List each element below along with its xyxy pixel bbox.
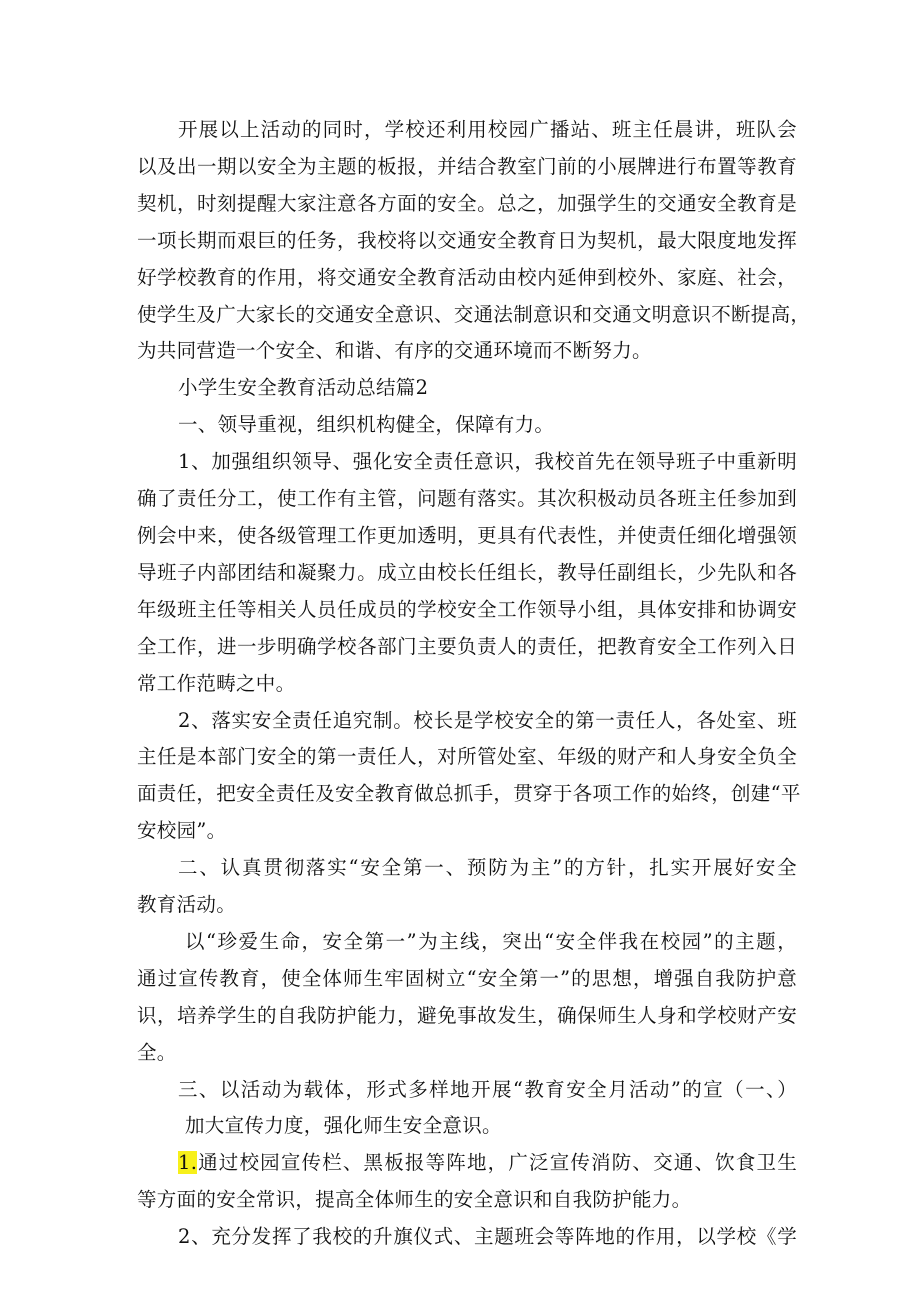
text-line: 等方面的安全常识，提高全体师生的安全意识和自我防护能力。 <box>137 1188 692 1212</box>
heading-two <box>137 850 797 924</box>
heading-three <box>137 1072 797 1146</box>
text-line: 使学生及广大家长的交通安全意识、交通法制意识和交通文明意识不断提高， <box>137 302 811 326</box>
text-line: 2、充分发挥了我校的升旗仪式、主题班会等阵地的作用，以学校《学 <box>178 1225 797 1249</box>
paragraph-theme <box>137 924 797 1072</box>
text-line <box>137 1145 797 1182</box>
text-line: 教育活动。 <box>137 893 237 917</box>
document-body <box>137 112 811 1256</box>
text-line: 主任是本部门安全的第一责任人，对所管处室、年级的财产和人身安全负全 <box>137 745 797 769</box>
text-line: 契机，时刻提醒大家注意各方面的安全。总之，加强学生的交通安全教育是 <box>137 191 797 215</box>
text-line: 安校园”。 <box>137 819 227 843</box>
text-line: 三、以活动为载体，形式多样地开展“教育安全月活动”的宣（一、） <box>178 1077 797 1101</box>
text-line: 1、加强组织领导、强化安全责任意识，我校首先在领导班子中重新明 <box>178 450 797 474</box>
text-line: 二、认真贯彻落实“安全第一、预防为主”的方针，扎实开展好安全 <box>178 856 797 880</box>
text-line: 一项长期而艰巨的任务，我校将以交通安全教育日为契机，最大限度地发挥 <box>137 228 797 252</box>
text-line: 确了责任分工，使工作有主管，问题有落实。其次积极动员各班主任参加到 <box>137 487 797 511</box>
text-line: 以“珍爱生命，安全第一”为主线，突出“安全伴我在校园”的主题， <box>185 929 797 953</box>
paragraph-point-1 <box>137 1145 797 1219</box>
text-line: 面责任，把安全责任及安全教育做总抓手，贯穿于各项工作的始终，创建“平 <box>137 782 801 806</box>
text-line: 全。 <box>137 1040 177 1064</box>
text-line: 好学校教育的作用，将交通安全教育活动由校内延伸到校外、家庭、社会， <box>137 265 797 289</box>
text-line: 以及出一期以安全为主题的板报，并结合教室门前的小展牌进行布置等教育 <box>137 154 797 178</box>
highlighted-list-marker: 1. <box>178 1151 198 1175</box>
text-line-body: 通过校园宣传栏、黑板报等阵地，广泛宣传消防、交通、饮食卫生 <box>197 1151 797 1175</box>
text-line: 全工作，进一步明确学校各部门主要负责人的责任，把教育安全工作列入日 <box>137 634 797 658</box>
text-line: 加大宣传力度，强化师生安全意识。 <box>185 1114 502 1138</box>
paragraph-item-1 <box>137 444 797 702</box>
text-line: 为共同营造一个安全、和谐、有序的交通环境而不断努力。 <box>137 339 652 363</box>
text-line: 2、落实安全责任追究制。校长是学校安全的第一责任人，各处室、班 <box>178 708 797 732</box>
paragraph-point-2 <box>137 1219 797 1256</box>
text-line: 识，培养学生的自我防护能力，避免事故发生，确保师生人身和学校财产安 <box>137 1003 797 1027</box>
paragraph-item-2 <box>137 703 801 851</box>
text-line: 通过宣传教育，使全体师生牢固树立“安全第一”的思想，增强自我防护意 <box>137 966 797 990</box>
text-line: 一、领导重视，组织机构健全，保障有力。 <box>178 413 555 437</box>
section-title <box>137 370 797 407</box>
text-line: 开展以上活动的同时，学校还利用校园广播站、班主任晨讲，班队会 <box>178 118 797 141</box>
heading-one <box>137 407 797 444</box>
text-line: 年级班主任等相关人员任成员的学校安全工作领导小组，具体安排和协调安 <box>137 597 797 621</box>
text-line: 导班子内部团结和凝聚力。成立由校长任组长，教导任副组长，少先队和各 <box>137 560 797 584</box>
paragraph-1 <box>137 112 811 370</box>
text-line: 例会中来，使各级管理工作更加透明，更具有代表性，并使责任细化增强领 <box>137 523 797 547</box>
text-line: 小学生安全教育活动总结篇2 <box>178 376 429 400</box>
text-line: 常工作范畴之中。 <box>137 671 296 695</box>
